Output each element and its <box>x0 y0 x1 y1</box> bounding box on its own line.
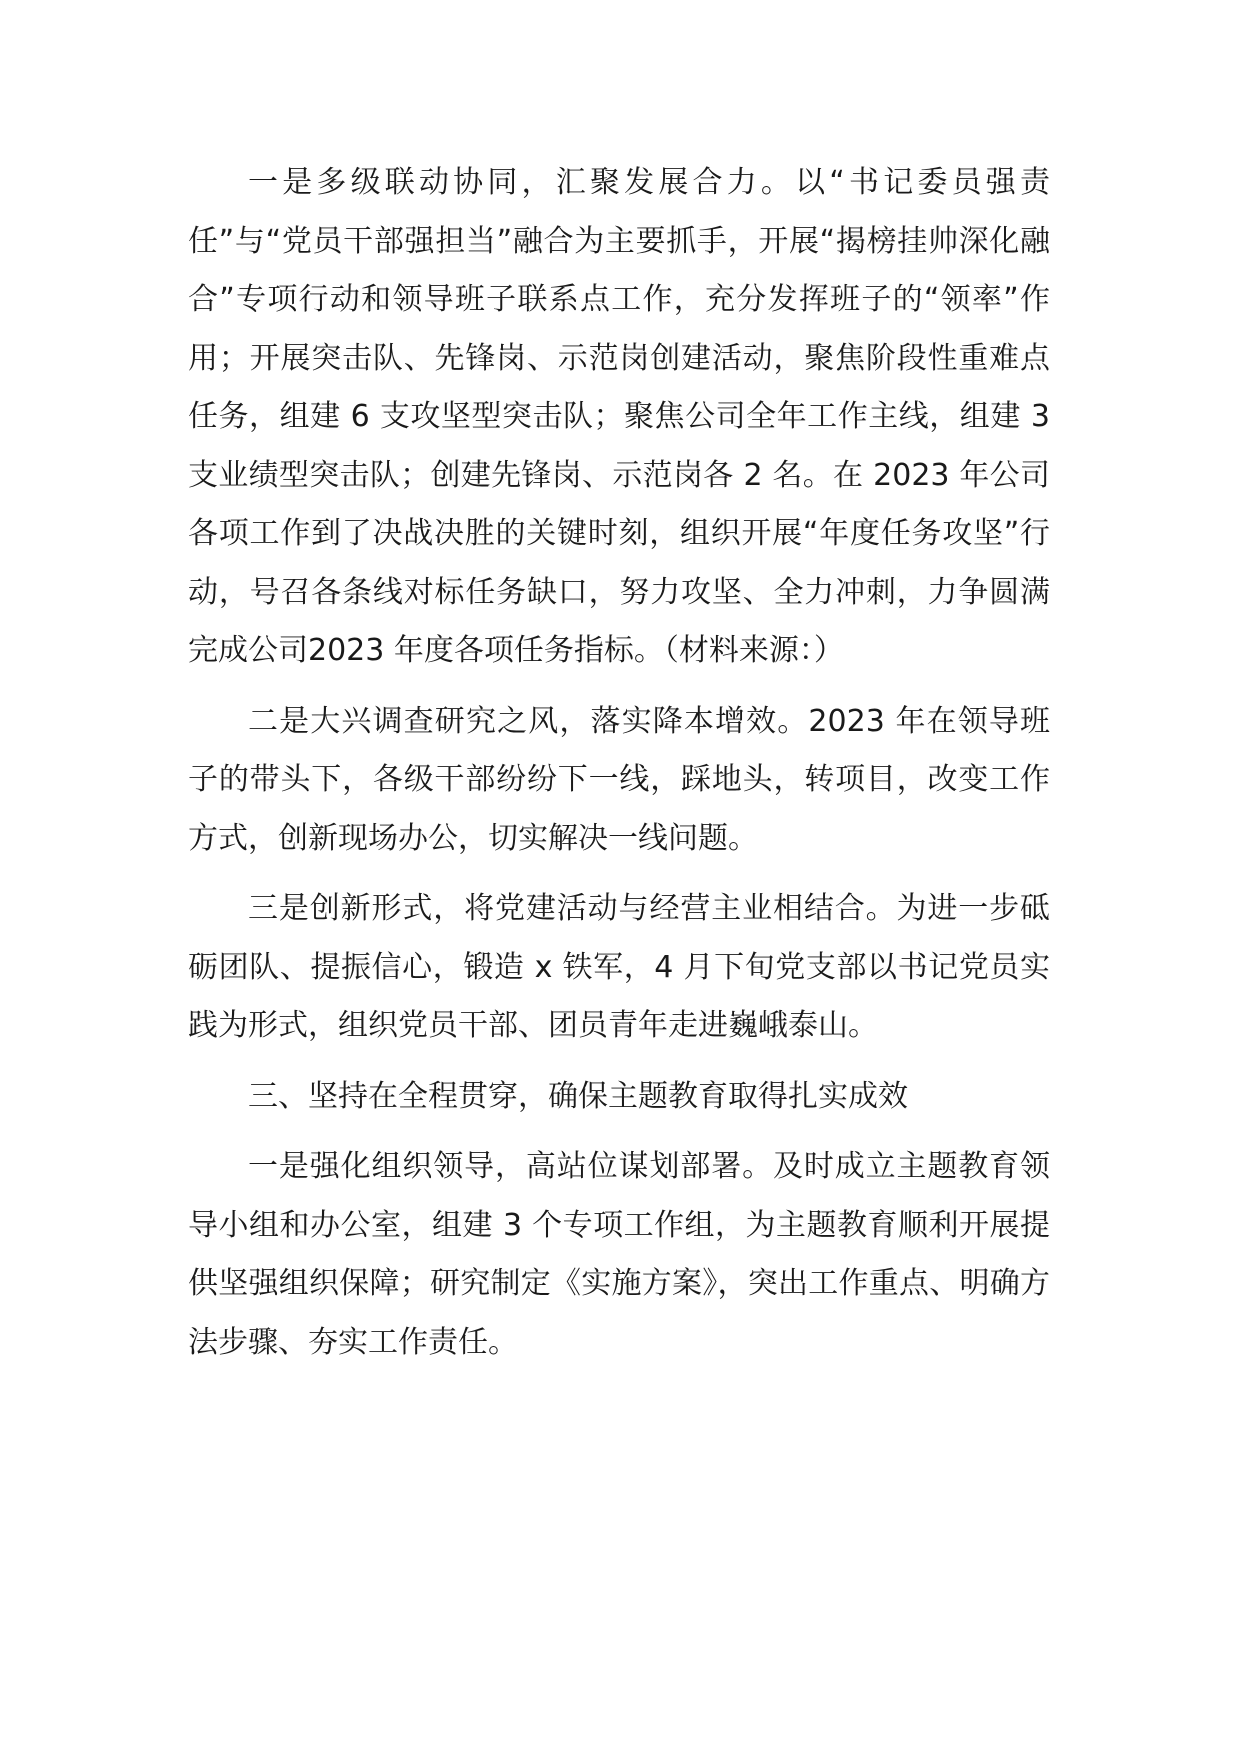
document-body <box>188 154 1050 1384</box>
paragraph-organizational-leadership: 一是强化组织领导，高站位谋划部署。及时成立主题教育领导小组和办公室，组建 3 个专项工作组，为主题教育顺利开展提供坚强组织保障；研究制定《实施方案》，突出工作重点、明确方法步骤、夯实工作责任。 <box>188 1149 1050 1360</box>
paragraph-innovative-forms: 三是创新形式，将党建活动与经营主业相结合。为进一步砥砺团队、提振信心，锻造 x 铁军，4 月下旬党支部以书记党员实践为形式，组织党员干部、团员青年走进巍峨泰山。 <box>188 891 1050 1043</box>
section-heading-three: 三、坚持在全程贯穿，确保主题教育取得扎实成效 <box>248 1078 908 1114</box>
paragraph-investigation-research: 二是大兴调查研究之风，落实降本增效。2023 年在领导班子的带头下，各级干部纷纷下一线，踩地头，转项目，改变工作方式，创新现场办公，切实解决一线问题。 <box>188 703 1050 856</box>
paragraph-multi-level-coordination: 一是多级联动协同，汇聚发展合力。以“书记委员强责任”与“党员干部强担当”融合为主要抓手，开展“揭榜挂帅深化融合”专项行动和领导班子联系点工作，充分发挥班子的“领率”作用；开展突击队、先锋岗、示范岗创建活动，聚焦阶段性重难点任务，组建 6 支攻坚型突击队；聚焦公司全年工作主线，组建 3 支业绩型突击队；创建先锋岗、示范岗各 2 名。在 2023 年公司各项工作到了决战决胜的关键时刻，组织开展“年度任务攻坚”行动，号召各条线对标任务缺口，努力攻坚、全力冲刺，力争圆满完成公司2023 年度各项任务指标。（材料来源：） <box>188 165 1050 668</box>
